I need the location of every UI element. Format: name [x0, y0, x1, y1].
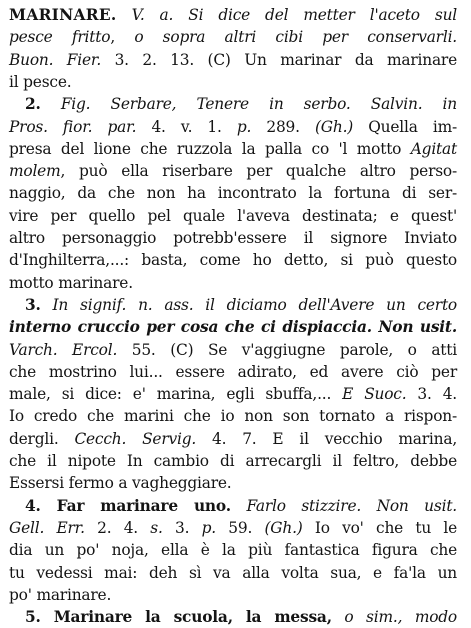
text-segment: il pesce.	[9, 72, 72, 91]
text-line	[9, 562, 457, 584]
text-segment: che il nipote In cambio di arrecargli il feltro, debbe	[9, 452, 457, 470]
text-segment: molem	[9, 162, 61, 181]
text-segment: 4. Far marinare uno.	[25, 496, 231, 515]
text-segment: 3.	[162, 518, 202, 537]
text-segment: 55. (C) Se v'aggiugne parole, o atti	[117, 340, 457, 359]
text-segment: Cecch. Servig.	[74, 429, 197, 448]
text-segment: p.	[236, 117, 252, 136]
text-segment: 4. 7. E il vecchio marina,	[196, 429, 458, 448]
text-segment: tu vedessi mai: deh sì va alla volta sua, e fa'la un	[9, 563, 457, 582]
text-segment: MARINARE.	[9, 6, 117, 24]
text-line	[9, 182, 457, 204]
text-segment: o sopra altri cibi per conservarli.	[134, 28, 457, 47]
text-segment: 5. Marinare la scuola, la messa,	[25, 608, 332, 627]
text-segment: Quella im-	[353, 117, 457, 136]
text-line	[9, 584, 457, 606]
text-segment: s.	[150, 518, 163, 537]
text-line	[9, 4, 457, 26]
text-segment: presa del lione che ruzzola la palla co 'l motto	[9, 139, 411, 158]
text-segment: Fig. Serbare, Tenere in serbo. Salvin. in	[40, 95, 457, 114]
text-line	[9, 49, 457, 71]
text-segment: Agitat	[410, 139, 457, 158]
text-line	[9, 93, 457, 115]
text-segment: dergli.	[9, 429, 75, 448]
text-segment: 3. 4.	[406, 385, 457, 404]
text-segment: Farlo stizzire. Non usit.	[230, 496, 457, 515]
text-segment: 59.	[215, 518, 265, 537]
text-line	[9, 495, 457, 517]
text-segment: , può ella riserbare per qualche altro perso-	[60, 162, 457, 181]
text-line	[9, 472, 457, 494]
text-line	[9, 361, 457, 383]
text-segment: Gell. Err.	[9, 518, 85, 537]
text-segment: motto marinare.	[9, 273, 133, 292]
text-segment: (Gh.)	[264, 518, 303, 537]
text-segment: Buon. Fier.	[9, 50, 102, 69]
text-segment: dia un po' noja, ella è la più fantastica figura che	[9, 541, 457, 560]
text-line	[9, 227, 457, 249]
text-segment: d'Inghilterra,...: basta, come ho detto, si può questo	[9, 251, 457, 270]
text-line	[9, 116, 457, 138]
text-segment: (Gh.)	[315, 117, 354, 136]
text-segment: 3. 2. 13. (C) Un marinar da marinare	[101, 50, 457, 69]
text-line	[9, 272, 457, 294]
text-line	[9, 26, 457, 48]
text-line	[9, 294, 457, 316]
text-segment: 289.	[251, 117, 315, 136]
text-segment: 2. 4.	[84, 518, 151, 537]
text-line	[9, 405, 457, 427]
text-segment: 4. v. 1.	[136, 117, 237, 136]
text-segment: po' marinare.	[9, 585, 112, 604]
text-segment: male, si dice: e' marina, egli sbuffa,...	[9, 385, 343, 404]
text-segment: Essersi fermo a vagheggiare.	[9, 474, 232, 493]
text-segment: p.	[201, 518, 216, 537]
text-segment: 3.	[25, 295, 41, 314]
text-segment: ,	[110, 28, 135, 47]
text-segment: In signif. n. ass. il diciamo dell'Avere un certo	[40, 295, 457, 314]
text-line	[9, 249, 457, 271]
text-line	[9, 450, 457, 472]
text-segment: vire per quello pel quale l'aveva destinata; e quest'	[9, 206, 457, 225]
text-line	[9, 316, 457, 338]
text-line	[9, 539, 457, 561]
text-segment: Io vo' che tu le	[302, 518, 457, 537]
text-segment: pesce fritto	[9, 28, 111, 47]
text-line	[9, 339, 457, 361]
text-line	[9, 517, 457, 539]
text-segment: E Suoc.	[342, 385, 407, 404]
text-segment: o sim., modo	[331, 608, 457, 627]
text-segment: V. a. Si dice del metter l'aceto sul	[116, 6, 457, 24]
text-line	[9, 71, 457, 93]
text-segment: che mostrino lui... essere adirato, ed avere ciò per	[9, 362, 457, 381]
text-line	[9, 205, 457, 227]
text-segment: Pros. fior. par.	[9, 117, 137, 136]
text-line	[9, 383, 457, 405]
text-segment: naggio, da che non ha incontrato la fortuna di ser-	[9, 184, 457, 203]
text-segment: Varch. Ercol.	[9, 340, 118, 359]
text-segment: interno cruccio per cosa che ci dispiaccia. Non usit.	[9, 318, 457, 337]
text-segment: altro personaggio potrebb'essere il signore Inviato	[9, 229, 457, 247]
text-line	[9, 428, 457, 450]
text-segment: Io credo che marini che io non son tornato a rispon-	[9, 407, 457, 426]
text-line	[9, 160, 457, 182]
text-segment: 2.	[25, 95, 41, 114]
text-line	[9, 138, 457, 160]
text-line	[9, 606, 457, 628]
